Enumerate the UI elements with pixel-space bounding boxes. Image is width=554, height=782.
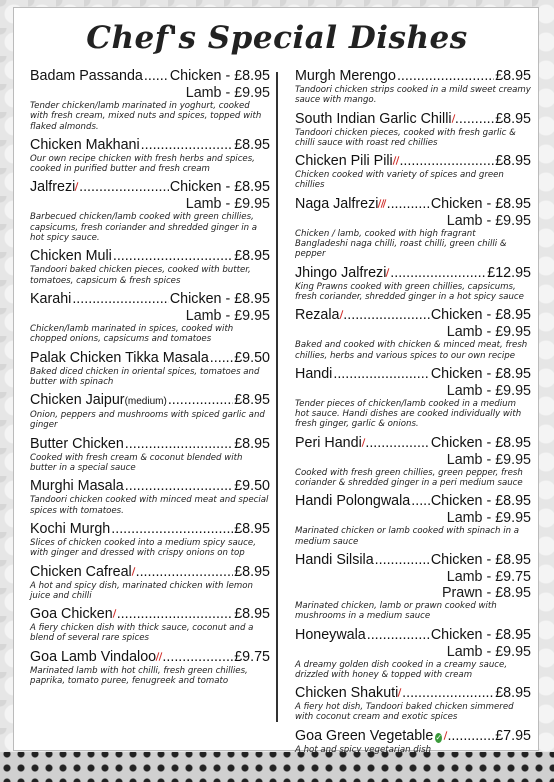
menu-item-row (295, 435, 531, 452)
menu-item (295, 493, 531, 547)
dish-name: Butter Chicken (30, 435, 124, 452)
dish-price: Chicken - £8.95 (430, 365, 531, 382)
menu-item (30, 521, 270, 559)
dish-price: £9.75 (234, 648, 270, 665)
menu-item-row (30, 68, 270, 85)
dish-price: Lamb - £9.95 (446, 212, 531, 229)
dish-name: Chicken Jaipur (30, 392, 125, 409)
leader-dots (390, 265, 486, 282)
menu-item-row (30, 392, 270, 410)
dish-description: Cooked with fresh green chillies, green pepper, fresh coriander & shredded ginger in a peri medium sauce (295, 467, 523, 489)
dish-price: Lamb - £9.75 (446, 568, 531, 585)
leader-dots (125, 478, 233, 495)
dish-price-row (295, 213, 531, 229)
dish-name: Murghi Masala (30, 478, 124, 495)
menu-item-row (295, 307, 531, 324)
dish-price: Prawn - £8.95 (441, 584, 531, 601)
menu-item (30, 291, 270, 345)
dish-price: £12.95 (487, 264, 531, 281)
menu-item (30, 564, 270, 602)
chilli-icon (75, 183, 79, 192)
dish-name: Chicken Pili Pili (295, 153, 393, 170)
leader-dots (141, 137, 234, 154)
leader-dots (447, 728, 494, 745)
dish-price-row (30, 85, 270, 101)
menu-item-row (30, 350, 270, 367)
dish-description: Marinated chicken, lamb or prawn cooked with mushrooms in a medium sauce (295, 600, 497, 622)
left-menu-column (30, 68, 270, 691)
dish-name: Naga Jalfrezi (295, 195, 379, 212)
dish-name: Honeywala (295, 626, 366, 643)
dish-name: Goa Chicken (30, 606, 113, 623)
dish-price: Chicken - £8.95 (430, 434, 531, 451)
dish-note: (medium) (124, 396, 167, 408)
dish-description: Chicken / lamb, cooked with high fragrant Bangladeshi naga chilli, roast chilli, green chilli & pepper (295, 228, 507, 260)
dish-description: Chicken/lamb marinated in spices, cooked with chopped onions, capsicums and tomatoes (30, 323, 234, 345)
dish-price: Chicken - £8.95 (430, 307, 531, 324)
dish-name: Palak Chicken Tikka Masala (30, 349, 209, 366)
dish-price: £8.95 (234, 563, 270, 580)
dish-name: Rezala (295, 307, 340, 324)
dish-description: A hot and spicy vegetarian dish (295, 744, 432, 755)
menu-item-row (295, 111, 531, 128)
dish-description: Marinated chicken or lamb cooked with spinach in a medium sauce (295, 526, 520, 547)
dish-price: £8.95 (234, 248, 270, 265)
dish-price: £8.95 (234, 435, 270, 452)
dish-description: Chicken cooked with variety of spices and green chillies (295, 170, 504, 191)
dish-price: Chicken - £8.95 (430, 493, 531, 510)
leader-dots (162, 649, 233, 666)
menu-item-row (30, 521, 270, 538)
dish-price-row (295, 644, 531, 660)
leader-dots (210, 350, 233, 367)
dish-price: Lamb - £9.95 (446, 382, 531, 399)
menu-item-row (295, 728, 531, 745)
leader-dots (168, 392, 233, 409)
dish-price: Lamb - £9.95 (185, 85, 270, 101)
chilli-icon (451, 114, 454, 123)
dish-price-row (30, 196, 270, 212)
menu-item (295, 728, 531, 755)
dish-description: Tandoori chicken cooked with minced meat and special spices with tomatoes. (30, 495, 269, 516)
menu-item (30, 392, 270, 431)
column-divider (276, 72, 278, 722)
dish-name: Badam Passanda (30, 68, 143, 84)
dish-description: Tender chicken/lamb marinated in yoghurt, cooked with fresh cream, mixed nuts and spices, topped with flaked almonds. (30, 101, 262, 132)
leader-dots (343, 307, 430, 324)
dish-name: Kochi Murgh (30, 520, 111, 537)
leader-dots (111, 521, 233, 538)
chilli-icon (444, 731, 447, 740)
leader-dots (375, 552, 430, 569)
menu-item-row (30, 606, 270, 623)
dish-name: Chicken Makhani (30, 136, 140, 153)
menu-item (30, 478, 270, 516)
menu-item (30, 179, 270, 243)
dish-description: Baked and cooked with chicken & minced meat, fresh chillies, herbs and various spices to our own recipe (295, 340, 528, 361)
dish-price: £8.95 (234, 392, 270, 409)
menu-item-row (30, 291, 270, 308)
dish-price: £9.50 (234, 349, 270, 366)
dish-description: Baked diced chicken in oriental spices, tomatoes and butter with spinach (30, 366, 260, 387)
dish-price: Chicken - £8.95 (169, 290, 270, 307)
menu-item-row (30, 137, 270, 154)
dish-description: A fiery hot dish, Tandoori baked chicken simmered with coconut cream and exotic spices (295, 702, 514, 723)
dish-price-row (295, 324, 531, 340)
menu-item (295, 111, 531, 149)
dish-name: Handi Polongwala (295, 493, 411, 510)
leader-dots (402, 685, 494, 702)
dish-description: A hot and spicy dish, marinated chicken with lemon juice and chilli (30, 580, 253, 601)
menu-item-row (30, 248, 270, 265)
dish-price: Lamb - £9.95 (185, 196, 270, 213)
dish-price-row (295, 452, 531, 468)
dish-name: South Indian Garlic Chilli (295, 110, 452, 127)
dish-price: £8.95 (495, 153, 532, 170)
leader-dots (117, 606, 234, 623)
menu-item-row (30, 436, 270, 453)
dish-description: Tandoori chicken strips cooked in a mild sweet creamy sauce with mango. (295, 85, 531, 106)
chilli-icon (158, 652, 161, 661)
menu-item (30, 350, 270, 388)
leader-dots (144, 68, 169, 85)
menu-item (295, 196, 531, 260)
leader-dots (367, 627, 430, 644)
leader-dots (397, 68, 494, 85)
menu-item (295, 68, 531, 106)
menu-item (30, 137, 270, 175)
menu-item-row (295, 366, 531, 383)
leader-dots (455, 111, 494, 128)
leader-dots (113, 248, 233, 265)
dish-price: £9.50 (234, 478, 270, 495)
menu-item (295, 627, 531, 681)
leader-dots (387, 196, 430, 213)
menu-item-row (295, 552, 531, 569)
menu-item (30, 436, 270, 474)
dish-description: Barbecued chicken/lamb cooked with green chillies, capsicums, fresh coriander and shredded ginger in a hot spicy sauce. (30, 212, 258, 244)
menu-item-row (295, 493, 531, 510)
chilli-icon (361, 438, 364, 447)
menu-item (30, 248, 270, 286)
dish-price: Chicken - £8.95 (169, 68, 270, 84)
chilli-icon (131, 567, 135, 576)
leader-dots (125, 436, 233, 453)
dish-description: A dreamy golden dish cooked in a creamy sauce, drizzled with honey & topped with cream (295, 659, 508, 680)
dish-name: Chicken Muli (30, 248, 112, 265)
dish-description: King Prawns cooked with green chillies, capsicums, fresh coriander, shredded ginger in a hot spicy sauce (295, 281, 524, 302)
dish-description: Our own recipe chicken with fresh herbs and spices, cooked in purified butter and fresh cream (30, 153, 255, 175)
dish-price: Chicken - £8.95 (169, 179, 270, 196)
dish-price: £8.95 (234, 136, 270, 153)
menu-item (295, 685, 531, 723)
leader-dots (365, 435, 430, 452)
menu-item (295, 307, 531, 361)
dish-price: Chicken - £8.95 (430, 195, 531, 212)
leader-dots (136, 564, 234, 581)
dish-price-row (295, 510, 531, 526)
dish-price-row (295, 383, 531, 399)
leader-dots (399, 153, 494, 170)
menu-item-row (295, 153, 531, 170)
dish-description: Tender pieces of chicken/lamb cooked in a medium hot sauce. Handi dishes are cooked individually with fresh ginger, garlic & onions. (295, 398, 522, 430)
dish-price: £8.95 (495, 110, 531, 127)
dish-name: Handi Silsila (295, 551, 374, 568)
menu-item (295, 265, 531, 303)
menu-item (295, 153, 531, 191)
dish-price-row (295, 585, 531, 601)
dish-price: £7.95 (495, 727, 531, 744)
menu-item (295, 435, 531, 489)
chilli-icon (398, 688, 402, 697)
dish-price: Lamb - £9.95 (446, 643, 531, 660)
dish-name: Chicken Shakuti (295, 685, 399, 702)
menu-item-row (295, 196, 531, 213)
dish-name: Goa Green Vegetable (295, 727, 434, 744)
dish-name: Chicken Cafreal (30, 563, 132, 580)
dish-price: Chicken - £8.95 (430, 626, 531, 643)
menu-item (295, 366, 531, 430)
dish-price: Lamb - £9.95 (446, 510, 531, 527)
menu-item-row (295, 265, 531, 282)
leader-dots (333, 366, 430, 383)
dish-price: £8.95 (495, 68, 531, 84)
dish-price: £8.95 (234, 606, 270, 623)
dish-name: Peri Handi (295, 434, 362, 451)
dish-price-row (295, 569, 531, 585)
chilli-icon (386, 268, 390, 277)
dish-description: A fiery chicken dish with thick sauce, coconut and a blend of several rare spices (30, 623, 254, 644)
right-menu-column (295, 68, 531, 760)
leader-dots (72, 291, 169, 308)
dish-name: Karahi (30, 290, 72, 307)
dish-name: Jalfrezi (30, 179, 76, 196)
menu-item (30, 606, 270, 644)
vegetarian-icon: ✓ (435, 732, 443, 742)
menu-item-row (295, 627, 531, 644)
dish-price: Lamb - £9.95 (446, 451, 531, 468)
dish-price-row (30, 308, 270, 324)
menu-item (30, 649, 270, 687)
dish-description: Slices of chicken cooked into a medium spicy sauce, with ginger and dressed with crispy onions on top (30, 537, 256, 559)
dish-name: Goa Lamb Vindaloo (30, 648, 157, 665)
dish-price: Lamb - £9.95 (185, 307, 270, 324)
dish-price: Chicken - £8.95 (430, 551, 531, 568)
leader-dots (411, 493, 430, 510)
dish-description: Marinated lamb with hot chilli, fresh green chillies, paprika, tomato puree, fenugreek and tomato (30, 665, 248, 687)
dish-price: £8.95 (234, 520, 270, 537)
menu-item-row (295, 68, 531, 85)
dish-description: Onion, peppers and mushrooms with spiced garlic and ginger (30, 410, 265, 431)
dish-description: Tandoori baked chicken pieces, cooked with butter, tomatoes, capsicum & fresh spices (30, 265, 251, 286)
menu-item-row (30, 649, 270, 666)
dish-description: Cooked with fresh cream & coconut blended with butter in a special sauce (30, 452, 243, 474)
dish-description: Tandoori chicken pieces, cooked with fresh garlic & chilli sauce with roast red chillies (295, 127, 516, 148)
leader-dots (79, 179, 169, 196)
page-title: Chef's Special Dishes (86, 20, 468, 56)
dish-name: Murgh Merengo (295, 68, 396, 84)
menu-item (295, 552, 531, 622)
menu-item-row (295, 685, 531, 702)
menu-item-row (30, 564, 270, 581)
menu-item (30, 68, 270, 132)
menu-item-row (30, 478, 270, 495)
dish-price: Lamb - £9.95 (446, 324, 531, 341)
menu-item-row (30, 179, 270, 196)
dish-name: Jhingo Jalfrezi (295, 264, 387, 281)
dish-price: £8.95 (495, 685, 531, 702)
dish-name: Handi (295, 365, 333, 382)
